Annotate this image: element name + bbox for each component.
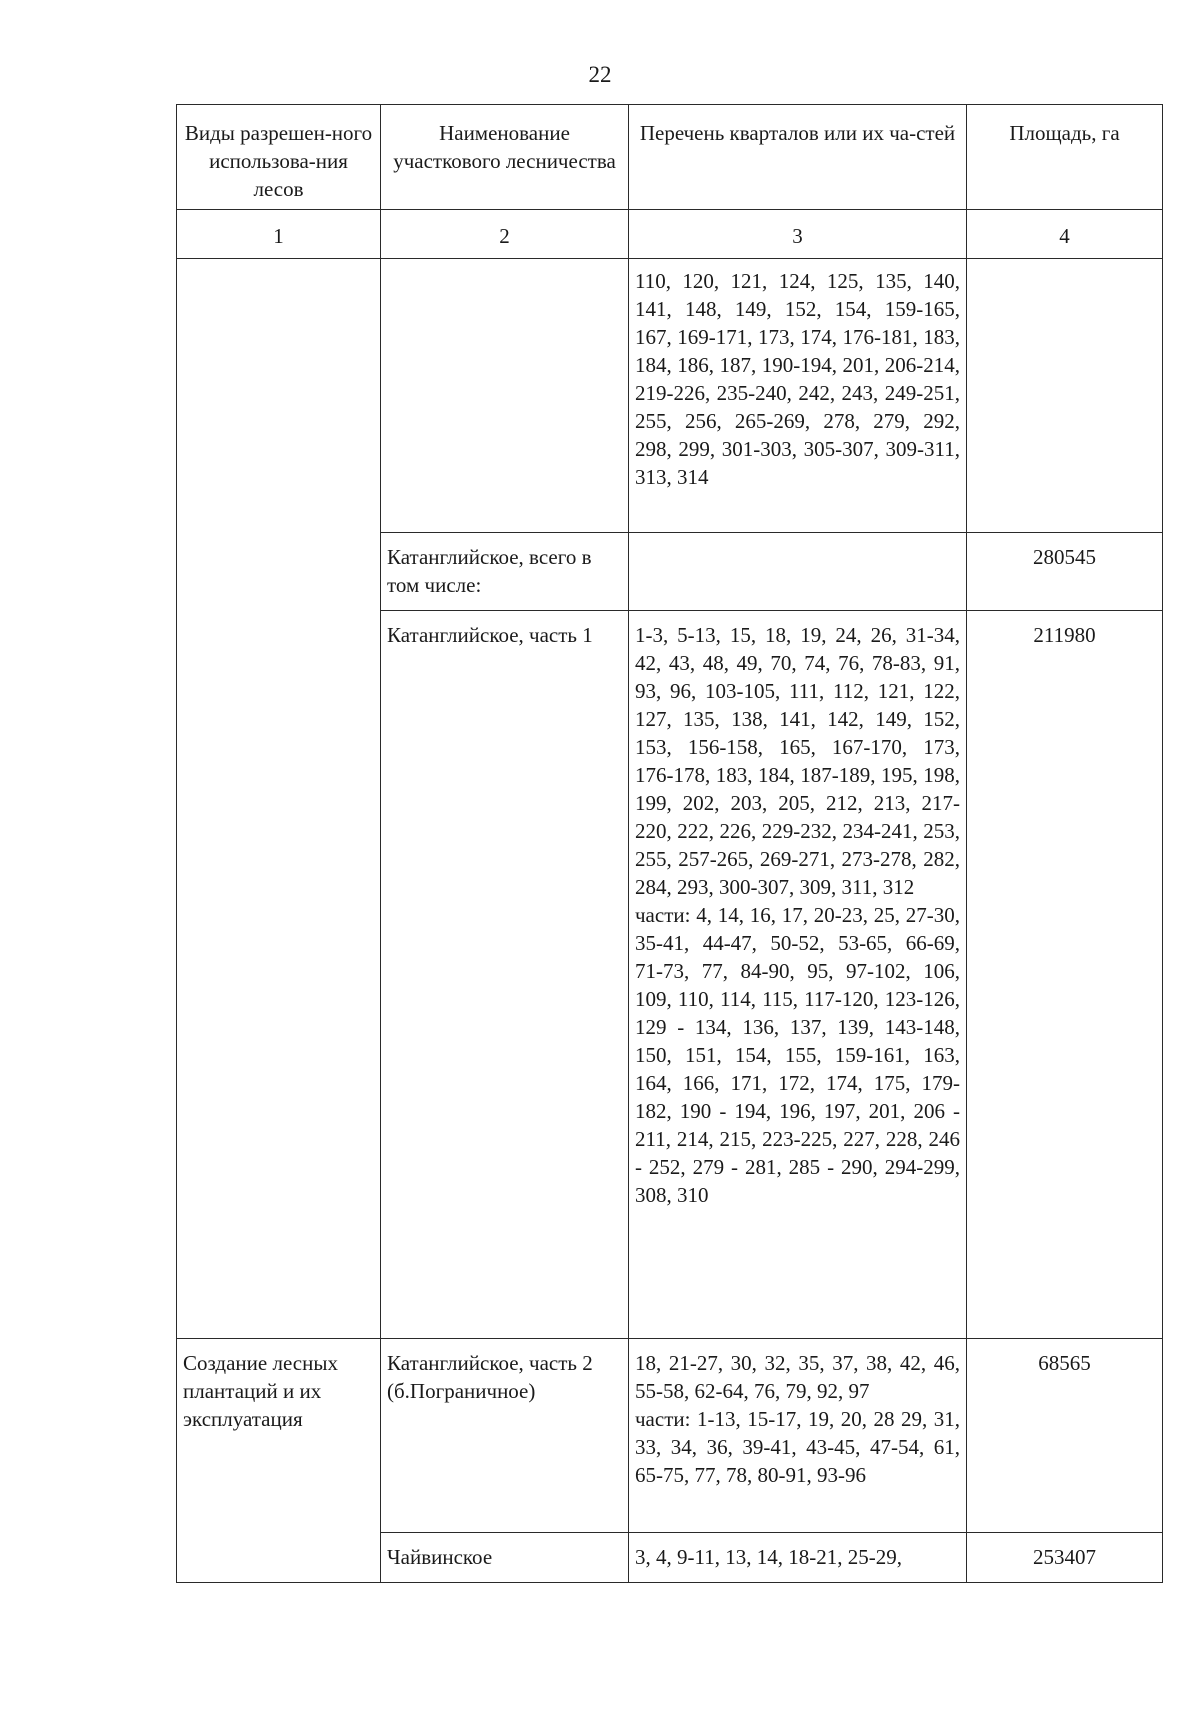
forestry-cell: Катанглийское, часть 2 (б.Пограничное) [381,1339,629,1533]
quarters-parts-list: части: 4, 14, 16, 17, 20-23, 25, 27-30, 35-41, 44-47, 50-52, 53-65, 66-69, 71-73, 77, 84-90, 95, 97-102, 106, 109, 110, 114, 115, 117-120, 123-126, 129 - 134, 136, 137, 139, 143-148, 150, 151, 154, 155, 159-161, 163, 164, 166, 171, 172, 174, 175, 179-182, 190 - 194, 196, 197, 201, 206 - 211, 214, 215, 223-225, 227, 228, 246 - 252, 279 - 281, 285 - 290, 294-299, 308, 310 [635,903,960,1207]
quarters-cell [629,533,967,611]
area-cell: 280545 [967,533,1163,611]
use-type-cell: Создание лесных плантаций и их эксплуатация [177,1339,381,1583]
table-header-row [177,105,1163,210]
area-cell: 253407 [967,1533,1163,1583]
area-cell [967,259,1163,533]
forestry-cell [381,259,629,533]
forestry-cell: Катанглийское, всего в том числе: [381,533,629,611]
page-number: 22 [588,62,612,87]
table-row [177,259,1163,533]
area-cell: 211980 [967,611,1163,1339]
quarters-cell: 3, 4, 9-11, 13, 14, 18-21, 25-29, [629,1533,967,1583]
column-number-1: 1 [177,210,381,259]
quarters-cell [629,1339,967,1533]
quarters-cell: 110, 120, 121, 124, 125, 135, 140, 141, 148, 149, 152, 154, 159-165, 167, 169-171, 173, 174, 176-181, 183, 184, 186, 187, 190-194, 201, 206-214, 219-226, 235-240, 242, 243, 249-251, 255, 256, 265-269, 278, 279, 292, 298, 299, 301-303, 305-307, 309-311, 313, 314 [629,259,967,533]
column-number-4: 4 [967,210,1163,259]
quarters-list: 18, 21-27, 30, 32, 35, 37, 38, 42, 46, 55-58, 62-64, 76, 79, 92, 97 [635,1351,960,1403]
quarters-list: 1-3, 5-13, 15, 18, 19, 24, 26, 31-34, 42, 43, 48, 49, 70, 74, 76, 78-83, 91, 93, 96, 103-105, 111, 112, 121, 122, 127, 135, 138, 141, 142, 149, 152, 153, 156-158, 165, 167-170, 173, 176-178, 183, 184, 187-189, 195, 198, 199, 202, 203, 205, 212, 213, 217-220, 222, 226, 229-232, 234-241, 253, 255, 257-265, 269-271, 273-278, 282, 284, 293, 300-307, 309, 311, 312 [635,623,960,899]
column-number-3: 3 [629,210,967,259]
forestry-cell: Катанглийское, часть 1 [381,611,629,1339]
forestry-cell: Чайвинское [381,1533,629,1583]
header-use-type: Виды разрешен-ного использова-ния лесов [177,105,381,210]
table-row [177,1339,1163,1533]
column-number-2: 2 [381,210,629,259]
header-forestry: Наименование участкового лесничества [381,105,629,210]
use-type-cell [177,259,381,1339]
quarters-parts-list: части: 1-13, 15-17, 19, 20, 28 29, 31, 33, 34, 36, 39-41, 43-45, 47-54, 61, 65-75, 77, 78, 80-91, 93-96 [635,1407,960,1487]
forest-use-table [176,104,1163,1583]
quarters-cell [629,611,967,1339]
area-cell: 68565 [967,1339,1163,1533]
header-area: Площадь, га [967,105,1163,210]
column-number-row [177,210,1163,259]
header-quarters: Перечень кварталов или их ча-стей [629,105,967,210]
